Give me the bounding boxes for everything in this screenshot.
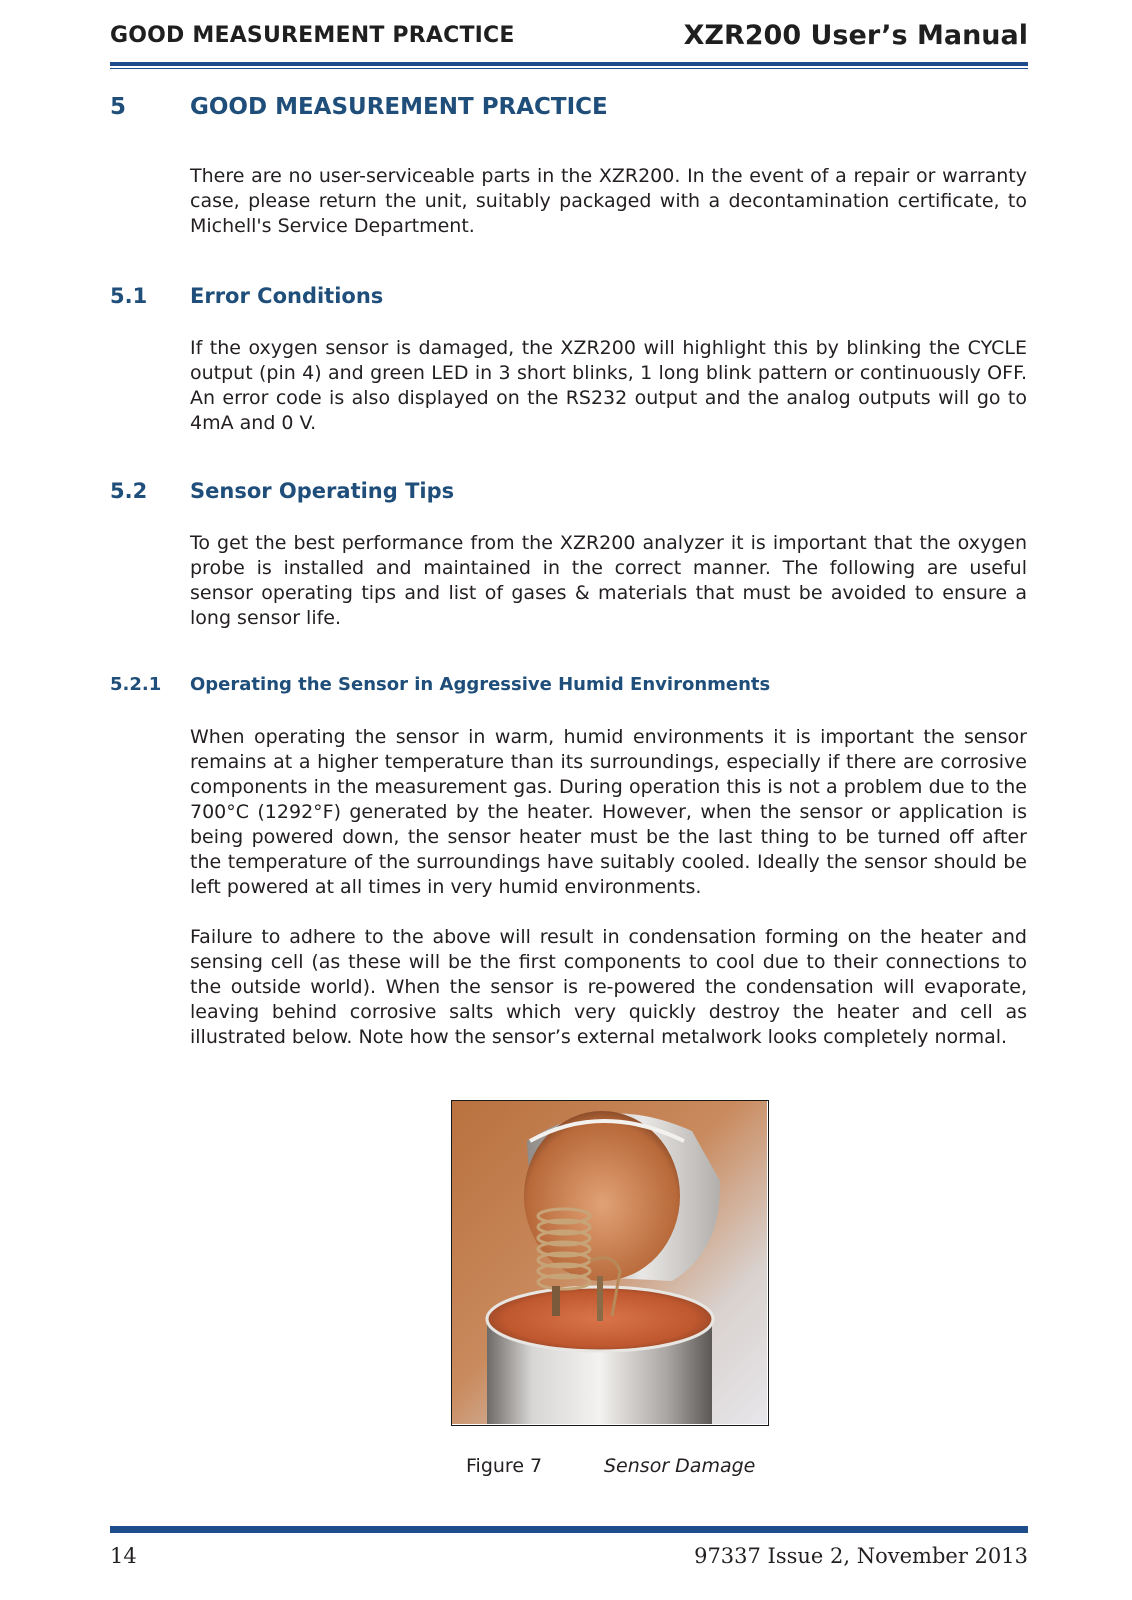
section-number: 5 (110, 94, 127, 120)
subsection-title: Error Conditions (190, 284, 384, 308)
subsubsection-title: Operating the Sensor in Aggressive Humid Environments (190, 674, 771, 695)
subsubsection-body-2: Failure to adhere to the above will result in condensation forming on the heater and sensing cell (as these will be the first components to cool due to their connections to the outside world). When the sensor is re-powered the condensation will evaporate, leaving behind corrosive salts which very quickly destroy the heater and cell as illustrated below. Note how the sensor’s external metalwork looks completely normal. (190, 926, 1027, 1048)
footer-rule (110, 1526, 1028, 1533)
subsection-body: To get the best performance from the XZR200 analyzer it is important that the oxygen probe is installed and maintained in the correct manner. The following are useful sensor operating tips and list of gases & materials that must be avoided to ensure a long sensor life. (190, 532, 1027, 629)
header-section-title: GOOD MEASUREMENT PRACTICE (110, 23, 515, 48)
subsection-number: 5.2 (110, 479, 148, 503)
subsection-title: Sensor Operating Tips (190, 479, 455, 503)
figure-label: Figure 7 (466, 1455, 543, 1477)
subsubsection-body-1: When operating the sensor in warm, humid environments it is important the sensor remains at a higher temperature than its surroundings, especially if there are corrosive components in the measurement gas. During operation this is not a problem due to the 700°C (1292°F) generated by the heater. However, when the sensor or application is being powered down, the sensor heater must be the last thing to be turned off after the temperature of the surroundings have suitably cooled. Ideally the sensor should be left powered at all times in very humid environments. (190, 726, 1027, 898)
page-header (110, 20, 1028, 54)
header-rule (110, 62, 1028, 66)
sensor-damage-photo (451, 1100, 769, 1426)
subsection-number: 5.1 (110, 284, 148, 308)
subsubsection-number: 5.2.1 (110, 674, 162, 695)
section-title: GOOD MEASUREMENT PRACTICE (190, 94, 608, 120)
section-body: There are no user-serviceable parts in the XZR200. In the event of a repair or warranty case, please return the unit, suitably packaged with a decontamination certificate, to Michell's Service Department. (190, 165, 1027, 237)
header-manual-title: XZR200 User’s Manual (683, 20, 1028, 51)
header-rule-thin (110, 68, 1028, 69)
figure-caption: Sensor Damage (604, 1455, 756, 1477)
page-number: 14 (110, 1544, 137, 1568)
document-info: 97337 Issue 2, November 2013 (694, 1544, 1028, 1568)
subsection-body: If the oxygen sensor is damaged, the XZR200 will highlight this by blinking the CYCLE output (pin 4) and green LED in 3 short blinks, 1 long blink pattern or continuously OFF. An error code is also displayed on the RS232 output and the analog outputs will go to 4mA and 0 V. (190, 337, 1027, 434)
